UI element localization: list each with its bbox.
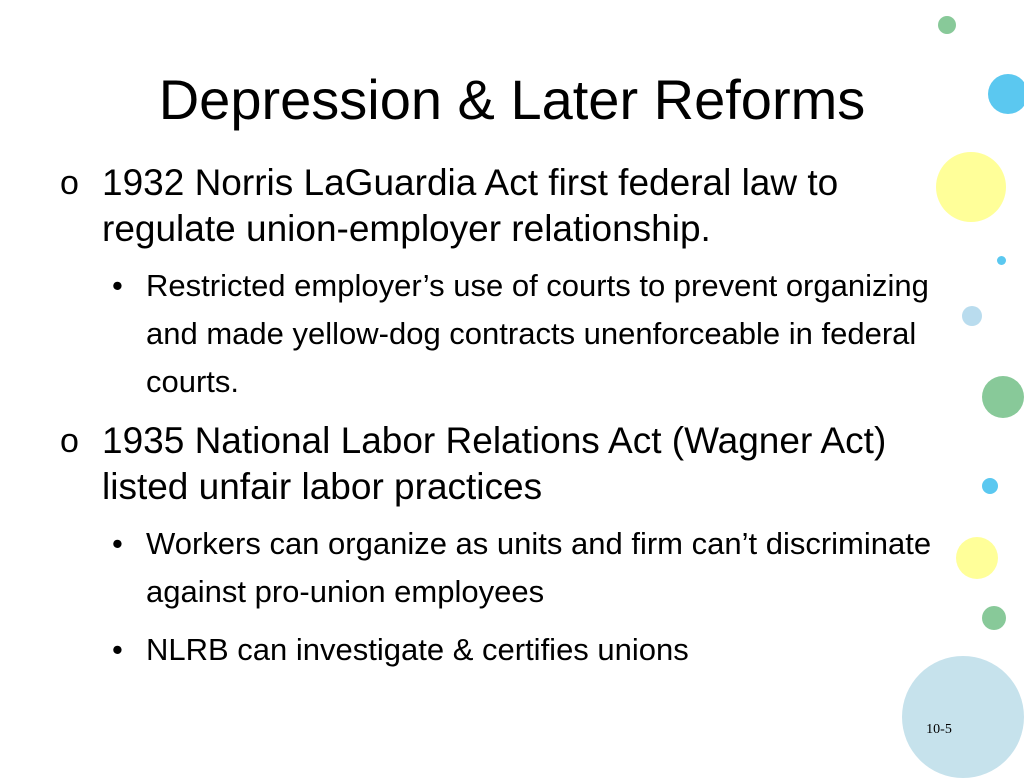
bullet-text: 1932 Norris LaGuardia Act first federal law to regulate union-employer relationship. [102, 162, 839, 249]
decorative-dot-light-blue-small [962, 306, 982, 326]
bullet-level2 [58, 262, 963, 406]
decorative-dot-blue-small [982, 478, 998, 494]
bullet-marker-dot: • [112, 268, 123, 303]
bullet-text: Restricted employer’s use of courts to prevent organizing and made yellow-dog contracts unenforceable in federal courts. [146, 268, 929, 399]
decorative-dot-green-small [938, 16, 956, 34]
decorative-dot-blue-tiny [997, 256, 1006, 265]
bullet-level1 [58, 160, 963, 252]
slide-number: 10-5 [926, 722, 952, 737]
bullet-level2 [58, 520, 963, 616]
bullet-marker-o: o [60, 164, 79, 202]
bullet-text: Workers can organize as units and firm can’t discriminate against pro-union employees [146, 526, 932, 609]
bullet-text: NLRB can investigate & certifies unions [146, 632, 689, 667]
bullet-level2 [58, 626, 963, 674]
bullet-level1 [58, 418, 963, 510]
decorative-dot-green-medium [982, 606, 1006, 630]
bullet-marker-o: o [60, 422, 79, 460]
bullet-group [58, 418, 963, 674]
bullet-marker-dot: • [112, 526, 123, 561]
slide-body [58, 160, 963, 686]
bullet-marker-dot: • [112, 632, 123, 667]
bullet-text: 1935 National Labor Relations Act (Wagner Act) listed unfair labor practices [102, 420, 887, 507]
decorative-dot-green-large [982, 376, 1024, 418]
slide-title: Depression & Later Reforms [158, 68, 866, 131]
bullet-group [58, 160, 963, 406]
